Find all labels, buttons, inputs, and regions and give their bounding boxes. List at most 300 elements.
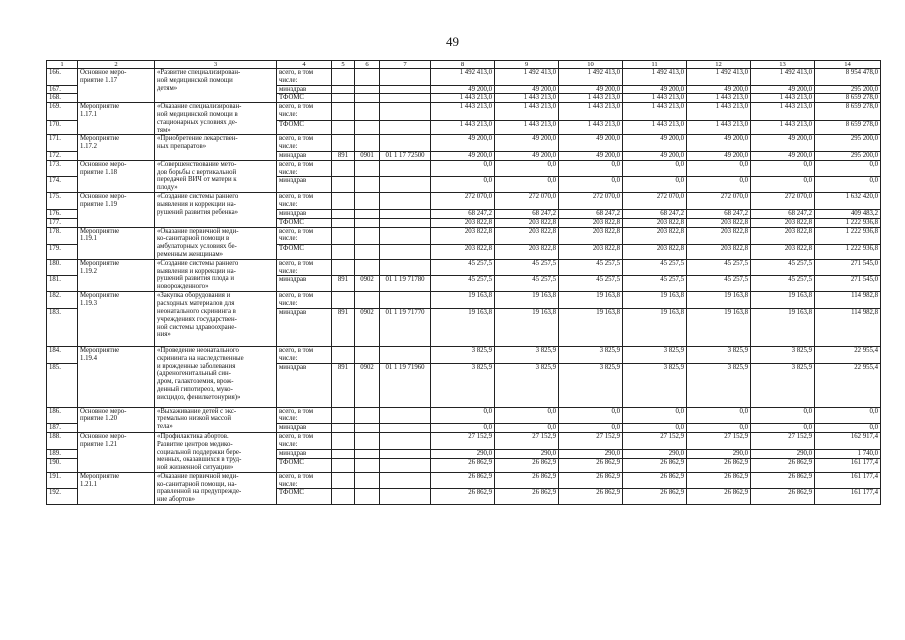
year-value: 49 200,0 [495,135,559,152]
year-value: 0,0 [751,407,815,424]
year-value: 26 862,9 [431,489,495,505]
year-value: 3 825,9 [687,363,751,407]
section-code [355,218,380,227]
funding-source: минздрав [277,363,332,407]
row-number: 175. [47,193,78,210]
year-value: 1 443 213,0 [559,103,623,120]
year-value: 203 822,8 [687,218,751,227]
year-value: 0,0 [623,424,687,433]
year-value: 27 152,9 [751,432,815,449]
budget-code [332,209,355,218]
year-value: 49 200,0 [687,151,751,160]
funding-source: всего, в том числе: [277,193,332,210]
activity-title: «Выхаживание детей с экс- тремально низкой массой тела» [155,407,277,432]
budget-code [332,94,355,103]
year-value: 290,0 [687,450,751,459]
year-value: 0,0 [431,177,495,193]
section-code [355,135,380,152]
budget-code [332,245,355,260]
activity-name: Мероприятие 1.19.2 [78,259,155,292]
year-value: 1 443 213,0 [751,120,815,135]
section-code [355,245,380,260]
target-article-code [380,259,431,276]
budget-code [332,160,355,177]
year-value: 68 247,2 [623,209,687,218]
row-number: 189. [47,450,78,459]
table-row [47,472,881,489]
section-code: 0901 [355,151,380,160]
year-value: 45 257,5 [687,276,751,292]
target-article-code [380,472,431,489]
total-value: 161 177,4 [815,489,881,505]
activity-title: «Проведение неонатального скрининга на наследственные и врожденные заболевания (адреногенитальный син- дром, галактоземия, врож- денный гипотиреоз, муко- висцидоз, фенилкетонурия)» [155,346,277,407]
year-value: 203 822,8 [431,227,495,244]
year-value: 272 070,0 [687,193,751,210]
row-number: 174. [47,177,78,193]
year-value: 19 163,8 [559,308,623,346]
row-number: 173. [47,160,78,177]
year-value: 1 443 213,0 [431,103,495,120]
year-value: 290,0 [623,450,687,459]
funding-source: ТФОМС [277,120,332,135]
activity-title: «Создание системы раннего выявления и коррекции на- рушений развития ребенка» [155,193,277,227]
column-number: 10 [559,61,623,69]
target-article-code [380,227,431,244]
total-value: 271 545,0 [815,259,881,276]
target-article-code: 01 1 19 71780 [380,276,431,292]
total-value: 161 177,4 [815,459,881,473]
year-value: 19 163,8 [431,308,495,346]
year-value: 1 492 413,0 [751,69,815,86]
year-value: 45 257,5 [431,276,495,292]
year-value: 1 443 213,0 [751,94,815,103]
year-value: 0,0 [751,177,815,193]
section-code [355,94,380,103]
year-value: 1 443 213,0 [623,94,687,103]
total-value: 114 982,8 [815,292,881,309]
year-value: 1 443 213,0 [495,120,559,135]
year-value: 27 152,9 [687,432,751,449]
table-row [47,432,881,449]
year-value: 290,0 [495,450,559,459]
year-value: 203 822,8 [751,245,815,260]
year-value: 27 152,9 [431,432,495,449]
funding-source: всего, в том числе: [277,103,332,120]
year-value: 49 200,0 [495,85,559,94]
budget-code [332,227,355,244]
column-number: 12 [687,61,751,69]
total-value: 295 200,0 [815,85,881,94]
target-article-code [380,94,431,103]
year-value: 26 862,9 [623,472,687,489]
target-article-code [380,177,431,193]
budget-code: 891 [332,363,355,407]
year-value: 0,0 [687,177,751,193]
year-value: 203 822,8 [623,227,687,244]
year-value: 0,0 [687,424,751,433]
year-value: 45 257,5 [751,276,815,292]
year-value: 0,0 [431,160,495,177]
total-value: 114 982,8 [815,308,881,346]
funding-source: минздрав [277,177,332,193]
year-value: 19 163,8 [559,292,623,309]
funding-source: всего, в том числе: [277,346,332,363]
target-article-code [380,245,431,260]
budget-code [332,218,355,227]
year-value: 272 070,0 [559,193,623,210]
year-value: 0,0 [623,407,687,424]
year-value: 203 822,8 [623,218,687,227]
total-value: 0,0 [815,424,881,433]
year-value: 45 257,5 [559,276,623,292]
total-value: 271 545,0 [815,276,881,292]
row-number: 177. [47,218,78,227]
year-value: 0,0 [751,160,815,177]
target-article-code [380,489,431,505]
year-value: 3 825,9 [495,363,559,407]
year-value: 68 247,2 [495,209,559,218]
total-value: 161 177,4 [815,472,881,489]
funding-source: всего, в том числе: [277,135,332,152]
year-value: 0,0 [431,424,495,433]
activity-name: Основное меро- приятие 1.21 [78,432,155,472]
year-value: 49 200,0 [687,135,751,152]
total-value: 22 955,4 [815,363,881,407]
target-article-code [380,160,431,177]
year-value: 45 257,5 [751,259,815,276]
total-value: 162 917,4 [815,432,881,449]
funding-source: минздрав [277,151,332,160]
activity-name: Мероприятие 1.21.1 [78,472,155,505]
year-value: 272 070,0 [623,193,687,210]
budget-code: 891 [332,151,355,160]
year-value: 26 862,9 [687,459,751,473]
budget-code [332,135,355,152]
budget-code: 891 [332,276,355,292]
page-number: 49 [446,34,459,49]
year-value: 26 862,9 [623,489,687,505]
year-value: 3 825,9 [431,363,495,407]
target-article-code [380,459,431,473]
year-value: 0,0 [495,424,559,433]
target-article-code [380,424,431,433]
year-value: 1 492 413,0 [431,69,495,86]
year-value: 1 443 213,0 [687,120,751,135]
section-code: 0902 [355,308,380,346]
section-code [355,227,380,244]
section-code: 0902 [355,276,380,292]
total-value: 1 222 936,8 [815,245,881,260]
year-value: 26 862,9 [431,472,495,489]
target-article-code [380,120,431,135]
total-value: 1 740,0 [815,450,881,459]
target-article-code [380,346,431,363]
table-row [47,103,881,120]
funding-source: минздрав [277,276,332,292]
year-value: 0,0 [495,407,559,424]
year-value: 49 200,0 [751,135,815,152]
year-value: 49 200,0 [623,135,687,152]
activity-name: Мероприятие 1.17.2 [78,135,155,160]
total-value: 22 955,4 [815,346,881,363]
section-code [355,193,380,210]
column-number: 7 [380,61,431,69]
year-value: 3 825,9 [687,346,751,363]
year-value: 1 443 213,0 [687,103,751,120]
table-row [47,407,881,424]
budget-code [332,292,355,309]
year-value: 26 862,9 [559,472,623,489]
section-code [355,160,380,177]
year-value: 1 443 213,0 [623,120,687,135]
year-value: 19 163,8 [623,292,687,309]
column-number: 6 [355,61,380,69]
year-value: 27 152,9 [495,432,559,449]
section-code [355,459,380,473]
year-value: 19 163,8 [687,308,751,346]
year-value: 1 492 413,0 [623,69,687,86]
table-row [47,346,881,363]
year-value: 203 822,8 [623,245,687,260]
budget-code: 891 [332,308,355,346]
year-value: 26 862,9 [559,459,623,473]
funding-source: минздрав [277,450,332,459]
row-number: 184. [47,346,78,363]
total-value: 409 483,2 [815,209,881,218]
year-value: 68 247,2 [559,209,623,218]
year-value: 0,0 [495,177,559,193]
target-article-code [380,218,431,227]
year-value: 1 492 413,0 [687,69,751,86]
section-code [355,85,380,94]
year-value: 26 862,9 [431,459,495,473]
year-value: 49 200,0 [687,85,751,94]
year-value: 203 822,8 [495,245,559,260]
total-value: 8 954 478,0 [815,69,881,86]
year-value: 19 163,8 [687,292,751,309]
target-article-code [380,135,431,152]
year-value: 203 822,8 [559,227,623,244]
total-value: 0,0 [815,160,881,177]
year-value: 290,0 [431,450,495,459]
year-value: 26 862,9 [687,472,751,489]
activity-name: Мероприятие 1.19.4 [78,346,155,407]
row-number: 179. [47,245,78,260]
activity-name: Основное меро- приятие 1.17 [78,69,155,103]
row-number: 169. [47,103,78,120]
year-value: 1 443 213,0 [623,103,687,120]
year-value: 203 822,8 [687,227,751,244]
year-value: 19 163,8 [431,292,495,309]
year-value: 203 822,8 [495,227,559,244]
section-code [355,292,380,309]
year-value: 0,0 [623,160,687,177]
year-value: 1 492 413,0 [495,69,559,86]
activity-name: Мероприятие 1.19.1 [78,227,155,259]
activity-title: «Оказание первичной меди- ко-санитарной помощи в амбулаторных условиях бе- ременным женщинам» [155,227,277,259]
activity-title: «Оказание специализирован- ной медицинской помощи в стационарных условиях де- тям» [155,103,277,135]
year-value: 49 200,0 [751,85,815,94]
year-value: 203 822,8 [559,245,623,260]
row-number: 181. [47,276,78,292]
activity-name: Основное меро- приятие 1.18 [78,160,155,193]
target-article-code [380,193,431,210]
activity-name: Основное меро- приятие 1.20 [78,407,155,432]
target-article-code [380,407,431,424]
target-article-code [380,85,431,94]
funding-source: всего, в том числе: [277,292,332,309]
budget-code [332,472,355,489]
row-number: 192. [47,489,78,505]
column-number: 9 [495,61,559,69]
row-number: 190. [47,459,78,473]
budget-code [332,407,355,424]
row-number: 176. [47,209,78,218]
year-value: 1 443 213,0 [431,120,495,135]
row-number: 180. [47,259,78,276]
budget-table [46,60,881,505]
year-value: 49 200,0 [431,85,495,94]
budget-code [332,259,355,276]
column-number: 5 [332,61,355,69]
funding-source: всего, в том числе: [277,69,332,86]
section-code [355,120,380,135]
year-value: 290,0 [751,450,815,459]
year-value: 203 822,8 [751,227,815,244]
year-value: 49 200,0 [559,85,623,94]
column-number: 2 [78,61,155,69]
total-value: 1 632 420,0 [815,193,881,210]
table-row [47,69,881,86]
year-value: 26 862,9 [559,489,623,505]
year-value: 49 200,0 [751,151,815,160]
section-code [355,489,380,505]
total-value: 1 222 936,8 [815,227,881,244]
year-value: 3 825,9 [559,346,623,363]
section-code [355,69,380,86]
section-code [355,472,380,489]
year-value: 0,0 [751,424,815,433]
year-value: 0,0 [559,407,623,424]
year-value: 3 825,9 [495,346,559,363]
section-code [355,450,380,459]
target-article-code: 01 1 19 71960 [380,363,431,407]
total-value: 8 659 278,0 [815,94,881,103]
row-number: 182. [47,292,78,309]
budget-code [332,120,355,135]
year-value: 3 825,9 [623,346,687,363]
year-value: 272 070,0 [431,193,495,210]
year-value: 26 862,9 [687,489,751,505]
year-value: 45 257,5 [623,276,687,292]
year-value: 45 257,5 [623,259,687,276]
target-article-code [380,292,431,309]
activity-title: «Развитие специализирован- ной медицинской помощи детям» [155,69,277,103]
year-value: 3 825,9 [559,363,623,407]
funding-source: всего, в том числе: [277,259,332,276]
year-value: 272 070,0 [495,193,559,210]
year-value: 26 862,9 [751,489,815,505]
year-value: 0,0 [431,407,495,424]
total-value: 1 222 936,8 [815,218,881,227]
year-value: 45 257,5 [495,276,559,292]
year-value: 45 257,5 [431,259,495,276]
activity-name: Основное меро- приятие 1.19 [78,193,155,227]
budget-code [332,424,355,433]
total-value: 0,0 [815,177,881,193]
budget-code [332,450,355,459]
year-value: 19 163,8 [495,292,559,309]
year-value: 203 822,8 [495,218,559,227]
budget-code [332,193,355,210]
year-value: 1 443 213,0 [751,103,815,120]
year-value: 19 163,8 [751,308,815,346]
year-value: 0,0 [687,160,751,177]
funding-source: ТФОМС [277,489,332,505]
year-value: 26 862,9 [495,472,559,489]
year-value: 203 822,8 [431,245,495,260]
column-number: 11 [623,61,687,69]
year-value: 0,0 [623,177,687,193]
year-value: 45 257,5 [495,259,559,276]
budget-code [332,103,355,120]
year-value: 1 443 213,0 [559,94,623,103]
budget-code [332,489,355,505]
activity-title: «Совершенствование мето- дов борьбы с вертикальной передачей ВИЧ от матери к плоду» [155,160,277,193]
year-value: 203 822,8 [431,218,495,227]
year-value: 45 257,5 [559,259,623,276]
year-value: 26 862,9 [751,472,815,489]
target-article-code: 01 1 19 71770 [380,308,431,346]
budget-code [332,177,355,193]
year-value: 68 247,2 [431,209,495,218]
table-row [47,227,881,244]
year-value: 203 822,8 [751,218,815,227]
row-number: 170. [47,120,78,135]
year-value: 27 152,9 [623,432,687,449]
funding-source: ТФОМС [277,218,332,227]
funding-source: минздрав [277,308,332,346]
year-value: 49 200,0 [623,85,687,94]
row-number: 186. [47,407,78,424]
row-number: 178. [47,227,78,244]
column-number: 8 [431,61,495,69]
row-number: 191. [47,472,78,489]
budget-code [332,459,355,473]
year-value: 1 443 213,0 [559,120,623,135]
year-value: 1 443 213,0 [495,94,559,103]
activity-title: «Приобретение лекарствен- ных препаратов» [155,135,277,160]
table-row [47,193,881,210]
table-row [47,135,881,152]
table-header-row [47,61,881,69]
year-value: 19 163,8 [495,308,559,346]
row-number: 188. [47,432,78,449]
year-value: 26 862,9 [623,459,687,473]
year-value: 1 443 213,0 [495,103,559,120]
column-number: 3 [155,61,277,69]
section-code [355,103,380,120]
year-value: 0,0 [687,407,751,424]
row-number: 166. [47,69,78,86]
row-number: 172. [47,151,78,160]
section-code [355,432,380,449]
year-value: 19 163,8 [751,292,815,309]
funding-source: минздрав [277,424,332,433]
activity-title: «Профилактика абортов. Развитие центров медико- социальной поддержки бере- менных, оказавшихся в труд- ной жизненной ситуации» [155,432,277,472]
year-value: 45 257,5 [687,259,751,276]
year-value: 0,0 [495,160,559,177]
